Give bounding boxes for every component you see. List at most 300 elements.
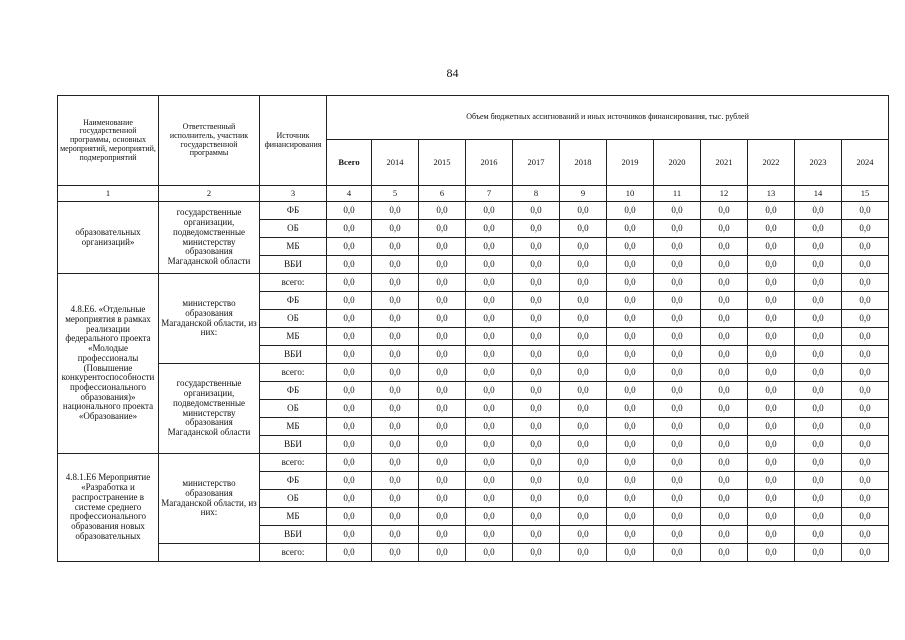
year-value-cell: 0,0 [466, 418, 513, 436]
year-value-cell: 0,0 [372, 238, 419, 256]
year-value-cell: 0,0 [654, 490, 701, 508]
year-value-cell: 0,0 [795, 292, 842, 310]
year-value-cell: 0,0 [795, 346, 842, 364]
year-value-cell: 0,0 [372, 328, 419, 346]
year-value-cell: 0,0 [466, 436, 513, 454]
total-value-cell: 0,0 [327, 400, 372, 418]
year-value-cell: 0,0 [795, 418, 842, 436]
year-value-cell: 0,0 [560, 418, 607, 436]
total-value-cell: 0,0 [327, 202, 372, 220]
header-total: Всего [327, 140, 372, 186]
year-value-cell: 0,0 [795, 436, 842, 454]
source-cell: МБ [260, 238, 327, 256]
year-value-cell: 0,0 [701, 436, 748, 454]
total-value-cell: 0,0 [327, 310, 372, 328]
year-value-cell: 0,0 [701, 508, 748, 526]
year-value-cell: 0,0 [466, 220, 513, 238]
year-value-cell: 0,0 [701, 472, 748, 490]
year-value-cell: 0,0 [748, 364, 795, 382]
year-value-cell: 0,0 [795, 274, 842, 292]
year-value-cell: 0,0 [560, 454, 607, 472]
year-value-cell: 0,0 [513, 544, 560, 562]
year-value-cell: 0,0 [701, 274, 748, 292]
source-cell: ВБИ [260, 256, 327, 274]
year-value-cell: 0,0 [513, 202, 560, 220]
year-value-cell: 0,0 [419, 292, 466, 310]
year-value-cell: 0,0 [701, 364, 748, 382]
year-value-cell: 0,0 [560, 526, 607, 544]
year-value-cell: 0,0 [513, 346, 560, 364]
header-year: 2015 [419, 140, 466, 186]
year-value-cell: 0,0 [560, 310, 607, 328]
source-cell: ОБ [260, 400, 327, 418]
column-number: 2 [159, 186, 260, 202]
year-value-cell: 0,0 [795, 454, 842, 472]
year-value-cell: 0,0 [607, 382, 654, 400]
page-number: 84 [446, 66, 459, 80]
year-value-cell: 0,0 [748, 238, 795, 256]
year-value-cell: 0,0 [654, 256, 701, 274]
year-value-cell: 0,0 [748, 508, 795, 526]
year-value-cell: 0,0 [607, 310, 654, 328]
year-value-cell: 0,0 [372, 418, 419, 436]
year-value-cell: 0,0 [654, 526, 701, 544]
year-value-cell: 0,0 [654, 238, 701, 256]
source-cell: всего: [260, 274, 327, 292]
year-value-cell: 0,0 [419, 202, 466, 220]
year-value-cell: 0,0 [701, 526, 748, 544]
year-value-cell: 0,0 [795, 202, 842, 220]
year-value-cell: 0,0 [513, 220, 560, 238]
year-value-cell: 0,0 [701, 400, 748, 418]
year-value-cell: 0,0 [748, 202, 795, 220]
year-value-cell: 0,0 [372, 508, 419, 526]
year-value-cell: 0,0 [419, 544, 466, 562]
year-value-cell: 0,0 [607, 490, 654, 508]
source-cell: ВБИ [260, 436, 327, 454]
year-value-cell: 0,0 [513, 526, 560, 544]
year-value-cell: 0,0 [842, 490, 889, 508]
year-value-cell: 0,0 [372, 436, 419, 454]
year-value-cell: 0,0 [466, 400, 513, 418]
year-value-cell: 0,0 [748, 436, 795, 454]
source-cell: ОБ [260, 310, 327, 328]
year-value-cell: 0,0 [372, 544, 419, 562]
year-value-cell: 0,0 [560, 436, 607, 454]
year-value-cell: 0,0 [513, 454, 560, 472]
year-value-cell: 0,0 [607, 436, 654, 454]
year-value-cell: 0,0 [607, 256, 654, 274]
column-number: 3 [260, 186, 327, 202]
year-value-cell: 0,0 [607, 400, 654, 418]
year-value-cell: 0,0 [748, 256, 795, 274]
total-value-cell: 0,0 [327, 544, 372, 562]
total-value-cell: 0,0 [327, 328, 372, 346]
year-value-cell: 0,0 [701, 220, 748, 238]
year-value-cell: 0,0 [466, 508, 513, 526]
year-value-cell: 0,0 [795, 400, 842, 418]
source-cell: МБ [260, 328, 327, 346]
total-value-cell: 0,0 [327, 238, 372, 256]
year-value-cell: 0,0 [748, 382, 795, 400]
column-number: 12 [701, 186, 748, 202]
year-value-cell: 0,0 [795, 220, 842, 238]
year-value-cell: 0,0 [795, 310, 842, 328]
year-value-cell: 0,0 [560, 472, 607, 490]
year-value-cell: 0,0 [607, 472, 654, 490]
year-value-cell: 0,0 [654, 472, 701, 490]
year-value-cell: 0,0 [654, 274, 701, 292]
year-value-cell: 0,0 [419, 328, 466, 346]
year-value-cell: 0,0 [419, 436, 466, 454]
executor-cell: министерство образования Магаданской области, из них: [159, 454, 260, 544]
source-cell: ФБ [260, 292, 327, 310]
year-value-cell: 0,0 [560, 328, 607, 346]
total-value-cell: 0,0 [327, 526, 372, 544]
year-value-cell: 0,0 [654, 202, 701, 220]
header-year: 2019 [607, 140, 654, 186]
year-value-cell: 0,0 [372, 346, 419, 364]
source-cell: ОБ [260, 490, 327, 508]
source-cell: ОБ [260, 220, 327, 238]
total-value-cell: 0,0 [327, 418, 372, 436]
year-value-cell: 0,0 [842, 364, 889, 382]
year-value-cell: 0,0 [372, 274, 419, 292]
year-value-cell: 0,0 [748, 220, 795, 238]
year-value-cell: 0,0 [842, 274, 889, 292]
executor-cell [159, 544, 260, 562]
year-value-cell: 0,0 [466, 490, 513, 508]
year-value-cell: 0,0 [842, 238, 889, 256]
year-value-cell: 0,0 [607, 292, 654, 310]
year-value-cell: 0,0 [654, 346, 701, 364]
year-value-cell: 0,0 [701, 292, 748, 310]
year-value-cell: 0,0 [607, 328, 654, 346]
year-value-cell: 0,0 [607, 526, 654, 544]
year-value-cell: 0,0 [607, 418, 654, 436]
source-cell: ФБ [260, 472, 327, 490]
year-value-cell: 0,0 [795, 508, 842, 526]
year-value-cell: 0,0 [466, 544, 513, 562]
year-value-cell: 0,0 [466, 256, 513, 274]
year-value-cell: 0,0 [513, 274, 560, 292]
year-value-cell: 0,0 [513, 310, 560, 328]
year-value-cell: 0,0 [701, 490, 748, 508]
year-value-cell: 0,0 [607, 238, 654, 256]
year-value-cell: 0,0 [701, 382, 748, 400]
year-value-cell: 0,0 [842, 202, 889, 220]
year-value-cell: 0,0 [654, 544, 701, 562]
year-value-cell: 0,0 [419, 310, 466, 328]
year-value-cell: 0,0 [701, 418, 748, 436]
column-number: 1 [58, 186, 159, 202]
total-value-cell: 0,0 [327, 382, 372, 400]
year-value-cell: 0,0 [513, 472, 560, 490]
header-volume: Объем бюджетных ассигнований и иных источников финансирования, тыс. рублей [327, 96, 889, 140]
year-value-cell: 0,0 [842, 256, 889, 274]
year-value-cell: 0,0 [701, 454, 748, 472]
source-cell: МБ [260, 508, 327, 526]
total-value-cell: 0,0 [327, 292, 372, 310]
total-value-cell: 0,0 [327, 364, 372, 382]
year-value-cell: 0,0 [701, 202, 748, 220]
year-value-cell: 0,0 [513, 292, 560, 310]
year-value-cell: 0,0 [466, 346, 513, 364]
year-value-cell: 0,0 [560, 202, 607, 220]
header-year: 2020 [654, 140, 701, 186]
year-value-cell: 0,0 [560, 400, 607, 418]
source-cell: всего: [260, 454, 327, 472]
year-value-cell: 0,0 [701, 346, 748, 364]
year-value-cell: 0,0 [748, 472, 795, 490]
source-cell: ФБ [260, 382, 327, 400]
total-value-cell: 0,0 [327, 490, 372, 508]
year-value-cell: 0,0 [795, 238, 842, 256]
column-number: 14 [795, 186, 842, 202]
year-value-cell: 0,0 [748, 310, 795, 328]
year-value-cell: 0,0 [466, 472, 513, 490]
year-value-cell: 0,0 [842, 454, 889, 472]
year-value-cell: 0,0 [607, 202, 654, 220]
table-row [58, 274, 889, 292]
year-value-cell: 0,0 [419, 238, 466, 256]
year-value-cell: 0,0 [419, 472, 466, 490]
year-value-cell: 0,0 [466, 454, 513, 472]
source-cell: МБ [260, 418, 327, 436]
year-value-cell: 0,0 [372, 256, 419, 274]
year-value-cell: 0,0 [795, 544, 842, 562]
year-value-cell: 0,0 [654, 220, 701, 238]
year-value-cell: 0,0 [795, 526, 842, 544]
year-value-cell: 0,0 [748, 454, 795, 472]
year-value-cell: 0,0 [419, 346, 466, 364]
year-value-cell: 0,0 [419, 382, 466, 400]
year-value-cell: 0,0 [842, 418, 889, 436]
year-value-cell: 0,0 [654, 310, 701, 328]
year-value-cell: 0,0 [842, 382, 889, 400]
year-value-cell: 0,0 [748, 526, 795, 544]
year-value-cell: 0,0 [560, 508, 607, 526]
year-value-cell: 0,0 [654, 454, 701, 472]
table-row [58, 454, 889, 472]
year-value-cell: 0,0 [560, 220, 607, 238]
year-value-cell: 0,0 [607, 454, 654, 472]
year-value-cell: 0,0 [419, 274, 466, 292]
year-value-cell: 0,0 [466, 328, 513, 346]
year-value-cell: 0,0 [748, 274, 795, 292]
header-year: 2014 [372, 140, 419, 186]
source-cell: всего: [260, 544, 327, 562]
column-number: 8 [513, 186, 560, 202]
year-value-cell: 0,0 [701, 310, 748, 328]
year-value-cell: 0,0 [842, 292, 889, 310]
year-value-cell: 0,0 [560, 382, 607, 400]
year-value-cell: 0,0 [795, 472, 842, 490]
year-value-cell: 0,0 [513, 328, 560, 346]
year-value-cell: 0,0 [419, 220, 466, 238]
year-value-cell: 0,0 [842, 472, 889, 490]
year-value-cell: 0,0 [607, 346, 654, 364]
year-value-cell: 0,0 [513, 400, 560, 418]
year-value-cell: 0,0 [795, 364, 842, 382]
year-value-cell: 0,0 [748, 418, 795, 436]
header-year: 2016 [466, 140, 513, 186]
column-number: 5 [372, 186, 419, 202]
year-value-cell: 0,0 [607, 544, 654, 562]
year-value-cell: 0,0 [654, 436, 701, 454]
year-value-cell: 0,0 [419, 454, 466, 472]
total-value-cell: 0,0 [327, 274, 372, 292]
year-value-cell: 0,0 [560, 544, 607, 562]
column-number: 6 [419, 186, 466, 202]
year-value-cell: 0,0 [842, 328, 889, 346]
year-value-cell: 0,0 [654, 418, 701, 436]
program-name-cell: 4.8.1.Е6 Мероприятие «Разработка и распространение в системе среднего профессионального образования новых образовательных [58, 454, 159, 562]
column-number: 15 [842, 186, 889, 202]
year-value-cell: 0,0 [372, 382, 419, 400]
year-value-cell: 0,0 [795, 490, 842, 508]
year-value-cell: 0,0 [560, 490, 607, 508]
year-value-cell: 0,0 [607, 508, 654, 526]
year-value-cell: 0,0 [701, 328, 748, 346]
year-value-cell: 0,0 [466, 202, 513, 220]
year-value-cell: 0,0 [654, 328, 701, 346]
header-year: 2021 [701, 140, 748, 186]
source-cell: ВБИ [260, 346, 327, 364]
executor-cell: министерство образования Магаданской области, из них: [159, 274, 260, 364]
year-value-cell: 0,0 [372, 202, 419, 220]
year-value-cell: 0,0 [748, 490, 795, 508]
total-value-cell: 0,0 [327, 220, 372, 238]
year-value-cell: 0,0 [654, 382, 701, 400]
column-number: 9 [560, 186, 607, 202]
year-value-cell: 0,0 [466, 292, 513, 310]
year-value-cell: 0,0 [748, 328, 795, 346]
header-year: 2023 [795, 140, 842, 186]
year-value-cell: 0,0 [372, 526, 419, 544]
year-value-cell: 0,0 [795, 382, 842, 400]
column-number: 10 [607, 186, 654, 202]
year-value-cell: 0,0 [513, 382, 560, 400]
year-value-cell: 0,0 [372, 220, 419, 238]
source-cell: ФБ [260, 202, 327, 220]
year-value-cell: 0,0 [842, 508, 889, 526]
year-value-cell: 0,0 [560, 238, 607, 256]
year-value-cell: 0,0 [654, 508, 701, 526]
executor-cell: государственные организации, подведомственные министерству образования Магаданской области [159, 364, 260, 454]
year-value-cell: 0,0 [372, 364, 419, 382]
year-value-cell: 0,0 [842, 436, 889, 454]
year-value-cell: 0,0 [560, 346, 607, 364]
year-value-cell: 0,0 [607, 274, 654, 292]
year-value-cell: 0,0 [513, 418, 560, 436]
year-value-cell: 0,0 [419, 490, 466, 508]
total-value-cell: 0,0 [327, 508, 372, 526]
total-value-cell: 0,0 [327, 436, 372, 454]
year-value-cell: 0,0 [372, 310, 419, 328]
year-value-cell: 0,0 [419, 508, 466, 526]
year-value-cell: 0,0 [513, 490, 560, 508]
year-value-cell: 0,0 [842, 544, 889, 562]
header-year: 2022 [748, 140, 795, 186]
year-value-cell: 0,0 [466, 238, 513, 256]
year-value-cell: 0,0 [701, 238, 748, 256]
year-value-cell: 0,0 [842, 346, 889, 364]
program-name-cell: образовательных организаций» [58, 202, 159, 274]
source-cell: ВБИ [260, 526, 327, 544]
year-value-cell: 0,0 [654, 292, 701, 310]
total-value-cell: 0,0 [327, 472, 372, 490]
header-year: 2024 [842, 140, 889, 186]
year-value-cell: 0,0 [466, 364, 513, 382]
year-value-cell: 0,0 [513, 238, 560, 256]
table-body [58, 202, 889, 562]
year-value-cell: 0,0 [466, 526, 513, 544]
year-value-cell: 0,0 [513, 364, 560, 382]
year-value-cell: 0,0 [748, 346, 795, 364]
column-number: 4 [327, 186, 372, 202]
column-number: 7 [466, 186, 513, 202]
year-value-cell: 0,0 [701, 256, 748, 274]
year-value-cell: 0,0 [795, 256, 842, 274]
year-value-cell: 0,0 [466, 274, 513, 292]
year-value-cell: 0,0 [842, 526, 889, 544]
program-name-cell: 4.8.Е6. «Отдельные мероприятия в рамках реализации федерального проекта «Молодые профессионалы (Повышение конкурентоспособности профессионального образования)» национального проекта «Образование» [58, 274, 159, 454]
year-value-cell: 0,0 [372, 292, 419, 310]
header-program: Наименование государственной программы, основных мероприятий, мероприятий, подмероприятий [58, 96, 159, 186]
table-row [58, 364, 889, 382]
column-number: 11 [654, 186, 701, 202]
year-value-cell: 0,0 [372, 472, 419, 490]
year-value-cell: 0,0 [513, 256, 560, 274]
year-value-cell: 0,0 [654, 400, 701, 418]
source-cell: всего: [260, 364, 327, 382]
year-value-cell: 0,0 [419, 526, 466, 544]
year-value-cell: 0,0 [560, 292, 607, 310]
year-value-cell: 0,0 [513, 508, 560, 526]
year-value-cell: 0,0 [466, 310, 513, 328]
year-value-cell: 0,0 [795, 328, 842, 346]
year-value-cell: 0,0 [466, 382, 513, 400]
year-value-cell: 0,0 [372, 400, 419, 418]
year-value-cell: 0,0 [842, 220, 889, 238]
year-value-cell: 0,0 [607, 220, 654, 238]
year-value-cell: 0,0 [748, 544, 795, 562]
table-header [58, 96, 889, 202]
year-value-cell: 0,0 [842, 400, 889, 418]
year-value-cell: 0,0 [419, 400, 466, 418]
year-value-cell: 0,0 [560, 274, 607, 292]
table-row [58, 544, 889, 562]
column-number: 13 [748, 186, 795, 202]
year-value-cell: 0,0 [419, 256, 466, 274]
year-value-cell: 0,0 [560, 364, 607, 382]
header-source: Источник финансирования [260, 96, 327, 186]
executor-cell: государственные организации, подведомственные министерству образования Магаданской области [159, 202, 260, 274]
year-value-cell: 0,0 [842, 310, 889, 328]
year-value-cell: 0,0 [513, 436, 560, 454]
year-value-cell: 0,0 [701, 544, 748, 562]
year-value-cell: 0,0 [607, 364, 654, 382]
total-value-cell: 0,0 [327, 256, 372, 274]
year-value-cell: 0,0 [748, 292, 795, 310]
year-value-cell: 0,0 [419, 364, 466, 382]
year-value-cell: 0,0 [372, 454, 419, 472]
total-value-cell: 0,0 [327, 346, 372, 364]
year-value-cell: 0,0 [560, 256, 607, 274]
year-value-cell: 0,0 [654, 364, 701, 382]
table-row [58, 202, 889, 220]
